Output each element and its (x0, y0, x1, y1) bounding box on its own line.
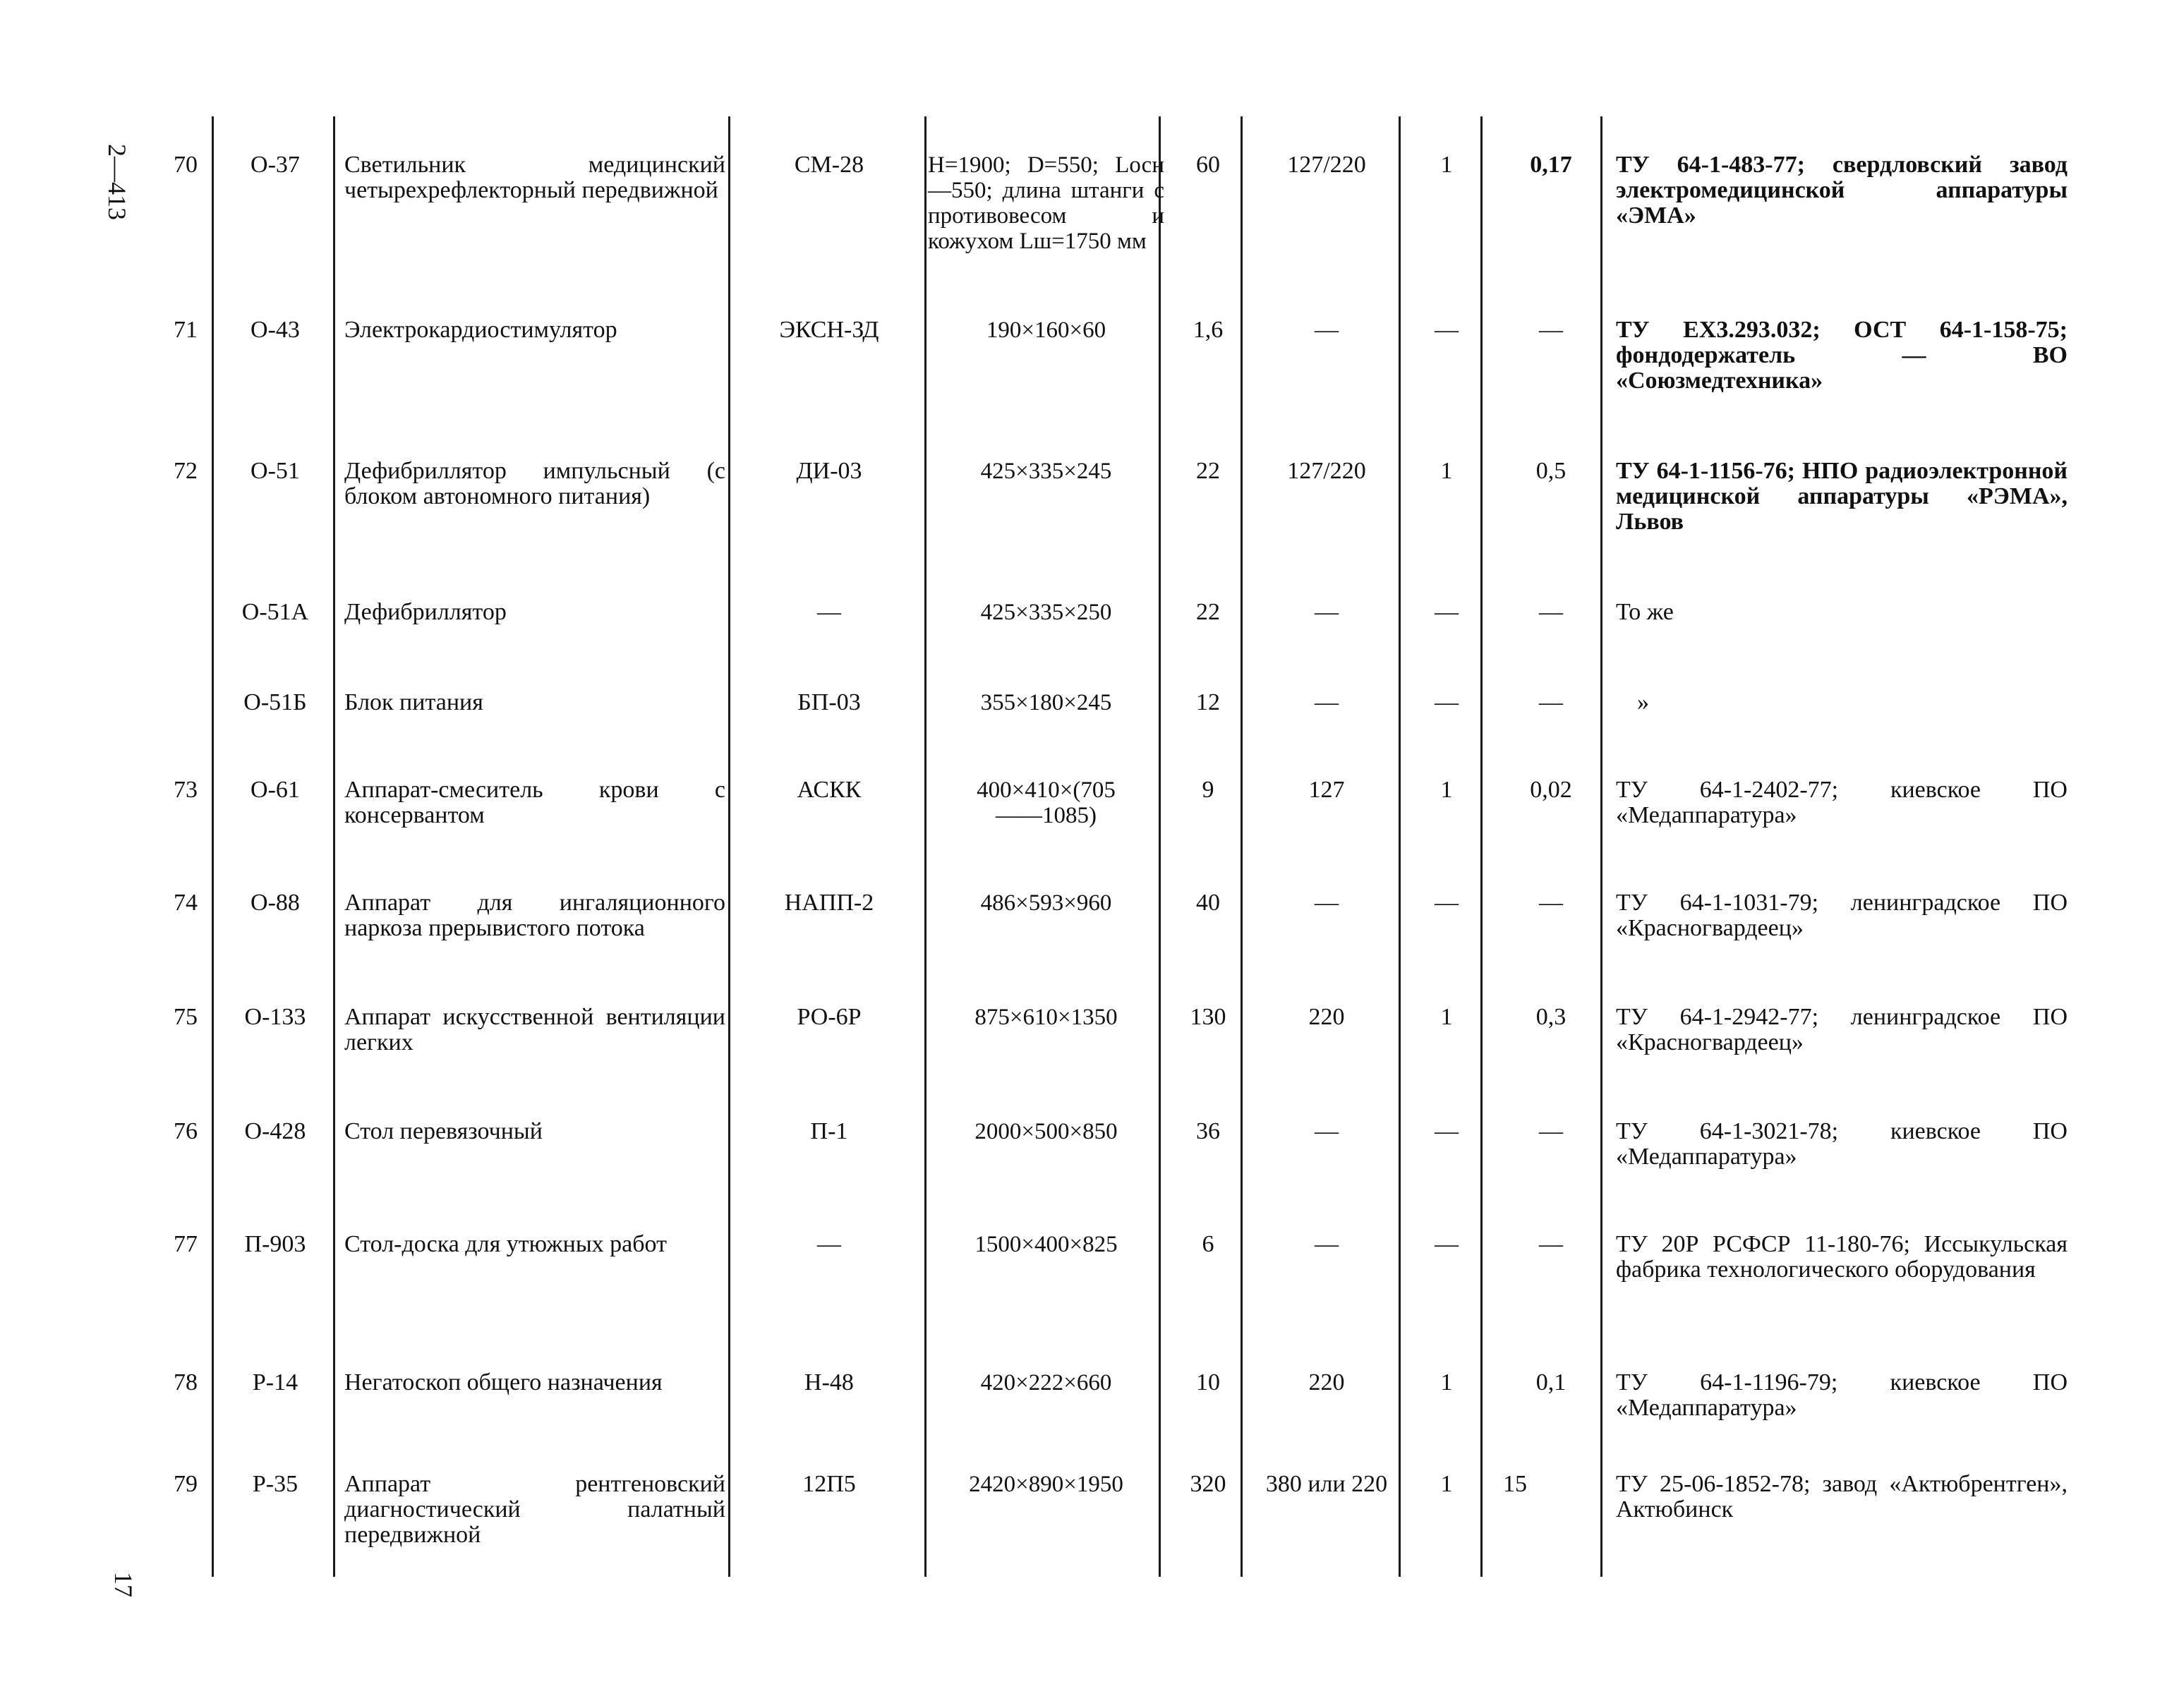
phase: 1 (1440, 152, 1453, 178)
equipment-code: О-51А (241, 599, 309, 625)
phase: 1 (1440, 777, 1453, 803)
dimensions: 190×160×60 (986, 317, 1106, 343)
dimensions: 2420×890×1950 (969, 1472, 1123, 1497)
source: ТУ 64-1-2402-77; киевское ПО «Медаппаратура» (1616, 777, 2068, 828)
voltage: — (1315, 1118, 1339, 1144)
equipment-code: Р-35 (252, 1471, 298, 1497)
dimensions: 486×593×960 (980, 890, 1112, 916)
voltage: — (1315, 890, 1339, 916)
power: 15 (1503, 1471, 1527, 1497)
equipment-code: О-43 (250, 317, 300, 343)
mass: 22 (1196, 599, 1220, 625)
mass: 9 (1202, 777, 1214, 803)
dimensions: H=1900; D=550; Lосн —550; длина штанги с противовесом и кожухом Lш=1750 мм (928, 152, 1164, 254)
equipment-code: О-61 (250, 777, 300, 803)
model: ДИ-03 (796, 458, 862, 484)
equipment-name: Стол перевязочный (344, 1118, 543, 1144)
phase: — (1435, 1118, 1459, 1144)
equipment-name: Стол-доска для утюжных работ (344, 1231, 667, 1257)
phase: — (1435, 1231, 1459, 1257)
model: Н-48 (804, 1369, 854, 1395)
source: ТУ 64-1-3021-78; киевское ПО «Медаппаратура» (1616, 1118, 2068, 1170)
phase: 1 (1440, 1369, 1453, 1395)
dimensions: 1500×400×825 (974, 1232, 1118, 1257)
power: — (1539, 317, 1563, 343)
equipment-name: Дефибриллятор импульсный (с блоком автономного питания) (344, 458, 725, 509)
equipment-name: Аппарат-смеситель крови с консервантом (344, 777, 725, 828)
power: 0,17 (1530, 152, 1572, 178)
dimensions: 875×610×1350 (974, 1005, 1118, 1030)
voltage: 220 (1308, 1369, 1345, 1395)
equipment-name: Дефибриллятор (344, 599, 507, 625)
equipment-code: П-903 (244, 1231, 306, 1257)
power: — (1539, 689, 1563, 715)
source: ТУ 20Р РСФСР 11-180-76; Иссыкульская фабрика технологического оборудования (1616, 1231, 2068, 1283)
phase: — (1435, 890, 1459, 916)
model: — (817, 1231, 841, 1257)
mass: 36 (1196, 1118, 1220, 1144)
row-number: 71 (174, 317, 198, 343)
row-number: 74 (174, 890, 198, 916)
equipment-code: О-428 (244, 1118, 306, 1144)
column-rule (333, 116, 335, 1577)
power: — (1539, 1231, 1563, 1257)
source: ТУ ЕХ3.293.032; ОСТ 64-1-158-75; фондодержатель — ВО «Союзмедтехника» (1616, 317, 2068, 394)
voltage: 380 или 220 (1265, 1471, 1388, 1497)
dimensions: 400×410×(705——1085) (977, 777, 1116, 828)
voltage: 127/220 (1287, 458, 1366, 484)
row-number: 77 (174, 1231, 198, 1257)
equipment-code: О-88 (250, 890, 300, 916)
side-sheet-code: 2—413 (103, 144, 131, 220)
voltage: — (1315, 689, 1339, 715)
phase: — (1435, 689, 1459, 715)
mass: 10 (1196, 1369, 1220, 1395)
dimensions: 425×335×250 (980, 600, 1112, 625)
model: АСКК (797, 777, 862, 803)
power: — (1539, 890, 1563, 916)
model: СМ-28 (794, 152, 864, 178)
mass: 60 (1196, 152, 1220, 178)
source: ТУ 64-1-1196-79; киевское ПО «Медаппаратура» (1616, 1369, 2068, 1421)
phase: — (1435, 317, 1459, 343)
model: НАПП-2 (784, 890, 874, 916)
side-page-number: 17 (109, 1572, 138, 1597)
dimensions: 420×222×660 (980, 1370, 1112, 1395)
equipment-name: Аппарат для ингаляционного наркоза прерывистого потока (344, 890, 725, 941)
source: ТУ 64-1-483-77; свердловский завод электромедицинской аппаратуры «ЭМА» (1616, 152, 2068, 229)
row-number: 75 (174, 1004, 198, 1030)
dimensions: 425×335×245 (980, 459, 1112, 484)
power: — (1539, 1118, 1563, 1144)
power: — (1539, 599, 1563, 625)
power: 0,02 (1530, 777, 1572, 803)
equipment-name: Аппарат искусственной вентиляции легких (344, 1004, 725, 1055)
equipment-name: Блок питания (344, 689, 483, 715)
voltage: 127 (1308, 777, 1345, 803)
model: П-1 (810, 1118, 848, 1144)
row-number: 70 (174, 152, 198, 178)
equipment-name: Светильник медицинский четырехрефлекторный передвижной (344, 152, 725, 203)
phase: 1 (1440, 458, 1453, 484)
equipment-name: Негатоскоп общего назначения (344, 1369, 663, 1395)
equipment-name: Электрокардиостимулятор (344, 317, 617, 343)
column-rule (728, 116, 730, 1577)
model: 12П5 (802, 1471, 856, 1497)
phase: 1 (1440, 1004, 1453, 1030)
phase: — (1435, 599, 1459, 625)
source: » (1637, 689, 1649, 715)
mass: 6 (1202, 1231, 1214, 1257)
mass: 320 (1190, 1471, 1226, 1497)
model: — (817, 599, 841, 625)
model: РО-6Р (797, 1004, 862, 1030)
source: То же (1616, 599, 1674, 625)
row-number: 73 (174, 777, 198, 803)
source: ТУ 64-1-1031-79; ленинградское ПО «Красногвардеец» (1616, 890, 2068, 941)
source: ТУ 64-1-2942-77; ленинградское ПО «Красногвардеец» (1616, 1004, 2068, 1055)
power: 0,1 (1535, 1369, 1567, 1395)
mass: 40 (1196, 890, 1220, 916)
column-rule (924, 116, 926, 1577)
equipment-code: Р-14 (252, 1369, 298, 1395)
equipment-code: О-37 (250, 152, 300, 178)
voltage: — (1315, 317, 1339, 343)
model: ЭКСН-ЗД (779, 317, 879, 343)
voltage: — (1315, 1231, 1339, 1257)
row-number: 76 (174, 1118, 198, 1144)
voltage: — (1315, 599, 1339, 625)
voltage: 220 (1308, 1004, 1345, 1030)
row-number: 72 (174, 458, 198, 484)
source: ТУ 25-06-1852-78; завод «Актюбрентген», Актюбинск (1616, 1471, 2068, 1522)
power: 0,5 (1535, 458, 1567, 484)
mass: 22 (1196, 458, 1220, 484)
dimensions: 2000×500×850 (974, 1119, 1118, 1144)
source: ТУ 64-1-1156-76; НПО радиоэлектронной медицинской аппаратуры «РЭМА», Львов (1616, 458, 2068, 535)
equipment-code: О-133 (244, 1004, 306, 1030)
equipment-code: О-51 (250, 458, 300, 484)
mass: 12 (1196, 689, 1220, 715)
row-number: 78 (174, 1369, 198, 1395)
equipment-name: Аппарат рентгеновский диагностический палатный передвижной (344, 1471, 725, 1548)
mass: 1,6 (1193, 317, 1224, 343)
column-rule (212, 116, 214, 1577)
mass: 130 (1190, 1004, 1226, 1030)
equipment-code: О-51Б (243, 689, 307, 715)
model: БП-03 (797, 689, 861, 715)
power: 0,3 (1535, 1004, 1567, 1030)
row-number: 79 (174, 1471, 198, 1497)
dimensions: 355×180×245 (980, 690, 1112, 715)
phase: 1 (1440, 1471, 1453, 1497)
voltage: 127/220 (1287, 152, 1366, 178)
